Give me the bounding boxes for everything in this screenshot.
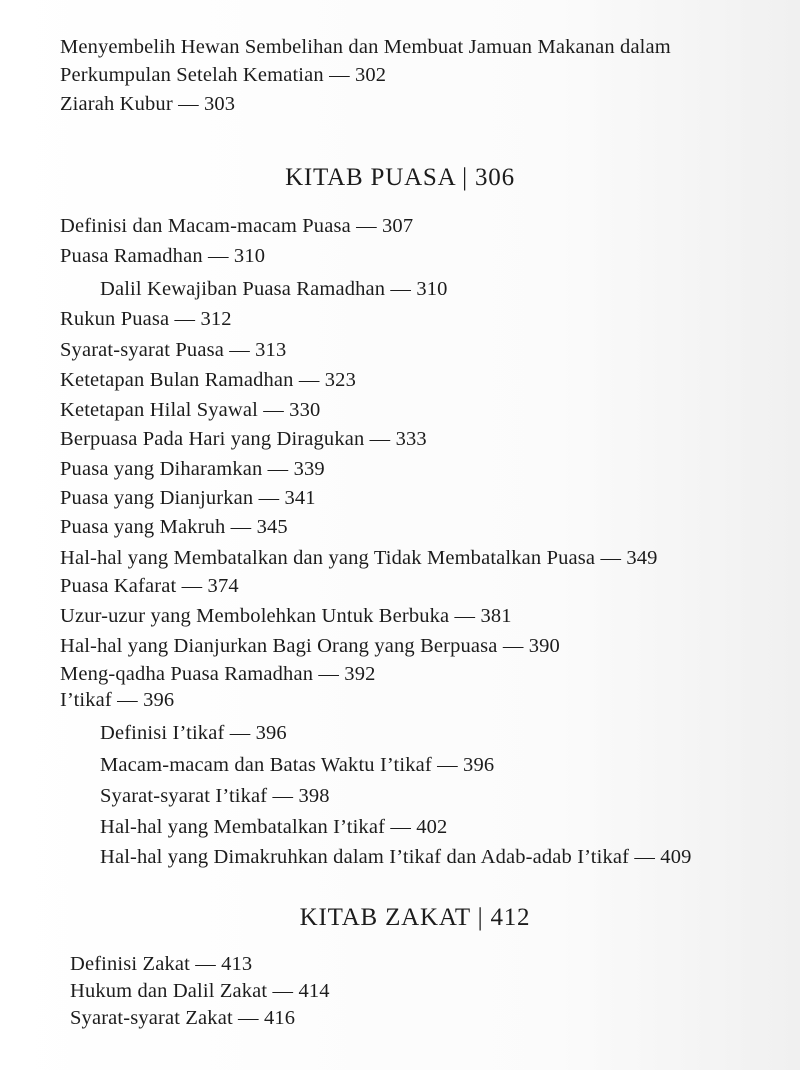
toc-entry: Uzur-uzur yang Membolehkan Untuk Berbuka — 381 [60, 605, 512, 627]
toc-entry: Puasa yang Makruh — 345 [60, 516, 288, 538]
toc-subentry: Definisi I’tikaf — 396 [100, 722, 287, 744]
toc-entry: Puasa yang Diharamkan — 339 [60, 458, 325, 480]
toc-subentry: Hal-hal yang Dimakruhkan dalam I’tikaf dan Adab-adab I’tikaf — 409 [100, 846, 692, 868]
toc-entry: Hal-hal yang Membatalkan dan yang Tidak Membatalkan Puasa — 349 [60, 547, 658, 569]
toc-entry: Perkumpulan Setelah Kematian — 302 [60, 64, 387, 86]
toc-subentry: Hal-hal yang Membatalkan I’tikaf — 402 [100, 816, 448, 838]
toc-entry: Syarat-syarat Zakat — 416 [70, 1007, 296, 1029]
toc-entry: Rukun Puasa — 312 [60, 308, 232, 330]
toc-entry: Definisi Zakat — 413 [70, 953, 253, 975]
section-heading-zakat: KITAB ZAKAT | 412 [299, 904, 531, 931]
toc-entry: Hukum dan Dalil Zakat — 414 [70, 980, 330, 1002]
toc-entry: Ziarah Kubur — 303 [60, 93, 236, 115]
toc-subentry: Macam-macam dan Batas Waktu I’tikaf — 396 [100, 754, 495, 776]
toc-entry: Menyembelih Hewan Sembelihan dan Membuat Jamuan Makanan dalam [60, 36, 671, 58]
toc-entry: Puasa Kafarat — 374 [60, 575, 239, 597]
toc-subentry: Dalil Kewajiban Puasa Ramadhan — 310 [100, 278, 448, 300]
toc-entry: Syarat-syarat Puasa — 313 [60, 339, 287, 361]
toc-entry: I’tikaf — 396 [60, 689, 175, 711]
toc-entry: Ketetapan Bulan Ramadhan — 323 [60, 369, 356, 391]
section-heading-puasa: KITAB PUASA | 306 [285, 164, 515, 191]
toc-entry: Puasa yang Dianjurkan — 341 [60, 487, 316, 509]
toc-entry: Hal-hal yang Dianjurkan Bagi Orang yang Berpuasa — 390 [60, 635, 560, 657]
toc-subentry: Syarat-syarat I’tikaf — 398 [100, 785, 330, 807]
toc-entry: Meng-qadha Puasa Ramadhan — 392 [60, 663, 376, 685]
toc-entry: Definisi dan Macam-macam Puasa — 307 [60, 215, 414, 237]
toc-entry: Ketetapan Hilal Syawal — 330 [60, 399, 321, 421]
toc-entry: Puasa Ramadhan — 310 [60, 245, 266, 267]
toc-entry: Berpuasa Pada Hari yang Diragukan — 333 [60, 428, 427, 450]
